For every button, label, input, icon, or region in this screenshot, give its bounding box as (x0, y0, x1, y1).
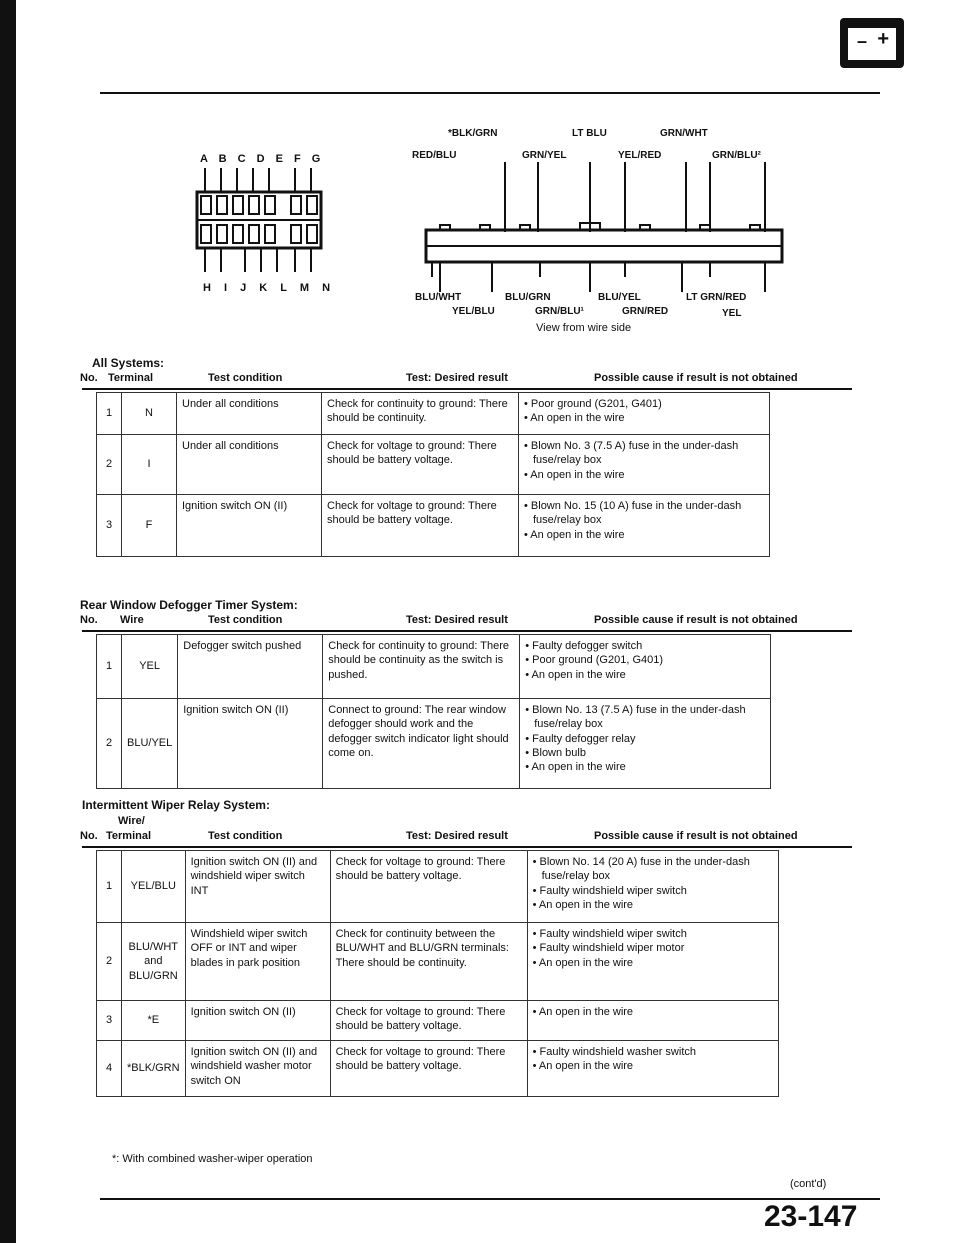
row-wire: BLU/YEL (122, 699, 178, 789)
header-desired-result: Test: Desired result (406, 372, 508, 384)
header-desired-result: Test: Desired result (406, 614, 508, 626)
row-result: Check for continuity to ground: There should be continuity. (322, 393, 519, 435)
row-cause: • Blown No. 15 (10 A) fuse in the under-dash fuse/relay box • An open in the wire (519, 495, 770, 557)
row-condition: Ignition switch ON (II) (177, 495, 322, 557)
wire-label: YEL/RED (618, 150, 662, 161)
table-row (97, 495, 770, 557)
header-possible-cause: Possible cause if result is not obtained (594, 830, 798, 842)
row-terminal: N (122, 393, 177, 435)
wire-label: *BLK/GRN (448, 128, 498, 139)
header-no: No. (80, 830, 98, 842)
row-condition: Under all conditions (177, 435, 322, 495)
row-result: Connect to ground: The rear window defogger should work and the defogger switch indicator light should come on. (323, 699, 520, 789)
row-condition: Under all conditions (177, 393, 322, 435)
row-terminal: *BLK/GRN (122, 1041, 186, 1097)
row-no: 1 (97, 393, 122, 435)
defogger-title: Rear Window Defogger Timer System: (80, 598, 298, 612)
row-cause: • Blown No. 14 (20 A) fuse in the under-dash fuse/relay box • Faulty windshield wiper switch • An open in the wire (527, 851, 778, 923)
all-systems-title: All Systems: (92, 356, 165, 370)
row-result: Check for continuity to ground: There should be continuity as the switch is pushed. (323, 635, 520, 699)
wire-label: GRN/WHT (660, 128, 708, 139)
row-condition: Ignition switch ON (II) and windshield wiper switch INT (185, 851, 330, 923)
row-condition: Ignition switch ON (II) (185, 1001, 330, 1041)
row-terminal: BLU/WHT and BLU/GRN (122, 923, 186, 1001)
wire-label: BLU/YEL (598, 292, 641, 303)
row-condition: Ignition switch ON (II) (178, 699, 323, 789)
header-no: No. (80, 614, 98, 626)
table-row (97, 1001, 779, 1041)
header-possible-cause: Possible cause if result is not obtained (594, 372, 798, 384)
row-terminal: YEL/BLU (122, 851, 186, 923)
header-test-condition: Test condition (208, 830, 283, 842)
table-row (97, 923, 779, 1001)
header-wire-top: Wire/ (118, 815, 145, 827)
small-connector-bottom-pins: H I J K L M N (203, 282, 336, 294)
row-cause: • Faulty defogger switch • Poor ground (G201, G401) • An open in the wire (520, 635, 771, 699)
battery-icon: – + (840, 18, 904, 68)
defogger-table (96, 634, 771, 789)
row-cause: • Faulty windshield washer switch • An open in the wire (527, 1041, 778, 1097)
row-result: Check for voltage to ground: There should be battery voltage. (322, 495, 519, 557)
header-wire: Wire (120, 614, 144, 626)
table-row (97, 635, 771, 699)
header-rule (82, 388, 852, 390)
wire-label: YEL (722, 308, 742, 319)
header-test-condition: Test condition (208, 614, 283, 626)
table-row (97, 393, 770, 435)
view-note: View from wire side (536, 322, 632, 334)
binder-edge (0, 0, 16, 1243)
wire-label: YEL/BLU (452, 306, 495, 317)
page-number: 23-147 (764, 1200, 858, 1233)
table-row (97, 699, 771, 789)
row-terminal: I (122, 435, 177, 495)
row-no: 2 (97, 699, 122, 789)
row-condition: Ignition switch ON (II) and windshield washer motor switch ON (185, 1041, 330, 1097)
continued-note: (cont'd) (790, 1178, 827, 1190)
row-no: 1 (97, 635, 122, 699)
wire-label: GRN/BLU² (712, 150, 761, 161)
wiper-table (96, 850, 779, 1097)
header-test-condition: Test condition (208, 372, 283, 384)
wire-label: GRN/RED (622, 306, 669, 317)
table-row (97, 1041, 779, 1097)
header-terminal: Terminal (108, 372, 154, 384)
row-result: Check for voltage to ground: There should be battery voltage. (322, 435, 519, 495)
table-row (97, 435, 770, 495)
row-cause: • Blown No. 13 (7.5 A) fuse in the under-dash fuse/relay box • Faulty defogger relay • Blown bulb • An open in the wire (520, 699, 771, 789)
top-rule (100, 92, 880, 94)
wire-label: GRN/BLU¹ (535, 306, 584, 317)
row-wire: YEL (122, 635, 178, 699)
wire-label: GRN/YEL (522, 150, 567, 161)
row-condition: Windshield wiper switch OFF or INT and wiper blades in park position (185, 923, 330, 1001)
row-no: 4 (97, 1041, 122, 1097)
row-cause: • Faulty windshield wiper switch • Faulty windshield wiper motor • An open in the wire (527, 923, 778, 1001)
row-result: Check for voltage to ground: There should be battery voltage. (330, 1001, 527, 1041)
row-no: 3 (97, 495, 122, 557)
header-rule (82, 630, 852, 632)
wire-label: BLU/WHT (415, 292, 462, 303)
small-connector-top-pins: A B C D E F G (200, 153, 325, 165)
row-terminal: *E (122, 1001, 186, 1041)
wire-label: LT GRN/RED (686, 292, 747, 303)
wire-label: RED/BLU (412, 150, 457, 161)
row-no: 3 (97, 1001, 122, 1041)
wire-label: LT BLU (572, 128, 607, 139)
row-cause: • Blown No. 3 (7.5 A) fuse in the under-dash fuse/relay box • An open in the wire (519, 435, 770, 495)
row-result: Check for voltage to ground: There should be battery voltage. (330, 851, 527, 923)
bottom-rule (100, 1198, 880, 1200)
row-terminal: F (122, 495, 177, 557)
row-no: 2 (97, 435, 122, 495)
header-no: No. (80, 372, 98, 384)
wire-label: BLU/GRN (505, 292, 551, 303)
footnote: *: With combined washer-wiper operation (112, 1153, 313, 1165)
row-cause: • An open in the wire (527, 1001, 778, 1041)
small-connector-diagram (195, 168, 325, 278)
header-terminal: Terminal (106, 830, 152, 842)
large-connector-diagram (420, 162, 790, 302)
row-condition: Defogger switch pushed (178, 635, 323, 699)
header-possible-cause: Possible cause if result is not obtained (594, 614, 798, 626)
table-row (97, 851, 779, 923)
header-desired-result: Test: Desired result (406, 830, 508, 842)
row-cause: • Poor ground (G201, G401) • An open in the wire (519, 393, 770, 435)
row-result: Check for voltage to ground: There should be battery voltage. (330, 1041, 527, 1097)
all-systems-table (96, 392, 770, 557)
row-no: 2 (97, 923, 122, 1001)
header-rule (82, 846, 852, 848)
wiper-title: Intermittent Wiper Relay System: (82, 798, 270, 812)
row-no: 1 (97, 851, 122, 923)
row-result: Check for continuity between the BLU/WHT and BLU/GRN terminals: There should be continuity. (330, 923, 527, 1001)
